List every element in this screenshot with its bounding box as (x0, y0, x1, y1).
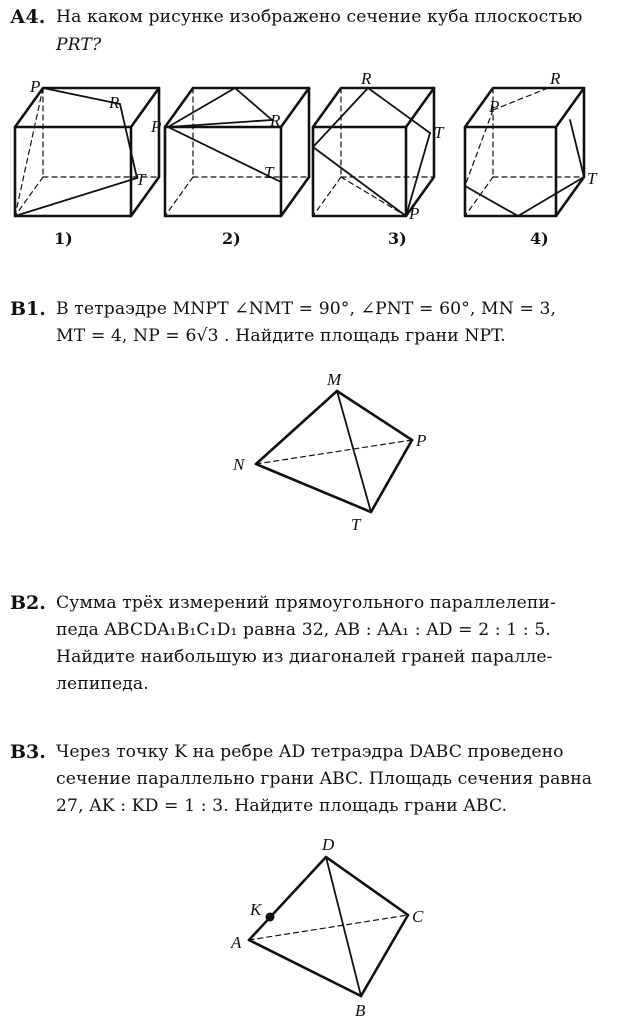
fig2-label-r: R (270, 111, 281, 130)
problem-b3-text-line-2: сечение параллельно грани ABC. Площадь сечения равна (56, 769, 593, 789)
b3-label-b: B (355, 1001, 366, 1020)
problem-a4-text-line-2: PRT? (56, 35, 102, 55)
cube-figure-1 (15, 88, 162, 216)
problem-b3-text-line-3: 27, AK : KD = 1 : 3. Найдите площадь грани ABC. (56, 796, 508, 816)
problem-b2-text-line-4: лепипеда. (56, 674, 149, 694)
problem-b1-text-line-2: MT = 4, NP = 6√3 . Найдите площадь грани NPT. (56, 326, 506, 346)
problem-b2-text-line-3: Найдите наибольшую из диагоналей граней паралле- (56, 647, 553, 667)
b3-label-a: A (231, 933, 242, 952)
fig1-label-p: P (30, 77, 41, 96)
b1-label-t: T (351, 515, 361, 534)
point-k-dot (266, 913, 275, 922)
problem-a4-text-line-1: На каком рисунке изображено сечение куба плоскостью (56, 7, 583, 27)
fig1-label-t: T (136, 170, 146, 189)
problem-b2-text-line-2: педа ABCDA₁B₁C₁D₁ равна 32, AB : AA₁ : AD = 2 : 1 : 5. (56, 620, 551, 640)
option-3-label: 3) (388, 229, 407, 248)
fig1-label-r: R (109, 93, 120, 112)
fig3-label-t: T (434, 123, 444, 142)
fig3-label-r: R (361, 69, 372, 88)
b1-label-p: P (416, 431, 427, 450)
option-4-label: 4) (530, 229, 549, 248)
problem-b3-text-line-1: Через точку K на ребре AD тетраэдра DABC проведено (56, 742, 564, 762)
option-1-label: 1) (54, 229, 73, 248)
b1-label-n: N (233, 455, 245, 474)
cube-figure-3 (313, 88, 434, 216)
fig4-label-t: T (587, 169, 597, 188)
fig4-label-r: R (550, 69, 561, 88)
problem-a4-number: А4. (10, 6, 46, 28)
cube-figure-2 (165, 88, 309, 216)
problem-b2-number: В2. (10, 592, 46, 614)
b3-label-d: D (322, 835, 335, 854)
b3-label-c: C (412, 907, 424, 926)
b1-label-m: M (327, 370, 342, 389)
problem-b1-number: В1. (10, 298, 46, 320)
b3-label-k: K (250, 900, 262, 919)
problem-b1-text-line-1: В тетраэдре MNPT ∠NMT = 90°, ∠PNT = 60°, MN = 3, (56, 299, 557, 319)
fig3-label-p: P (409, 204, 420, 223)
option-2-label: 2) (222, 229, 241, 248)
problem-b3-number: В3. (10, 741, 46, 763)
cube-figure-4 (465, 88, 584, 216)
fig2-label-t: T (264, 163, 274, 182)
fig2-label-p: P (151, 117, 162, 136)
problem-b2-text-line-1: Сумма трёх измерений прямоугольного параллелепи- (56, 593, 556, 613)
fig4-label-p: P (489, 97, 500, 116)
tetrahedron-dabc-figure (249, 857, 408, 996)
tetrahedron-mnpt-figure (256, 391, 412, 512)
